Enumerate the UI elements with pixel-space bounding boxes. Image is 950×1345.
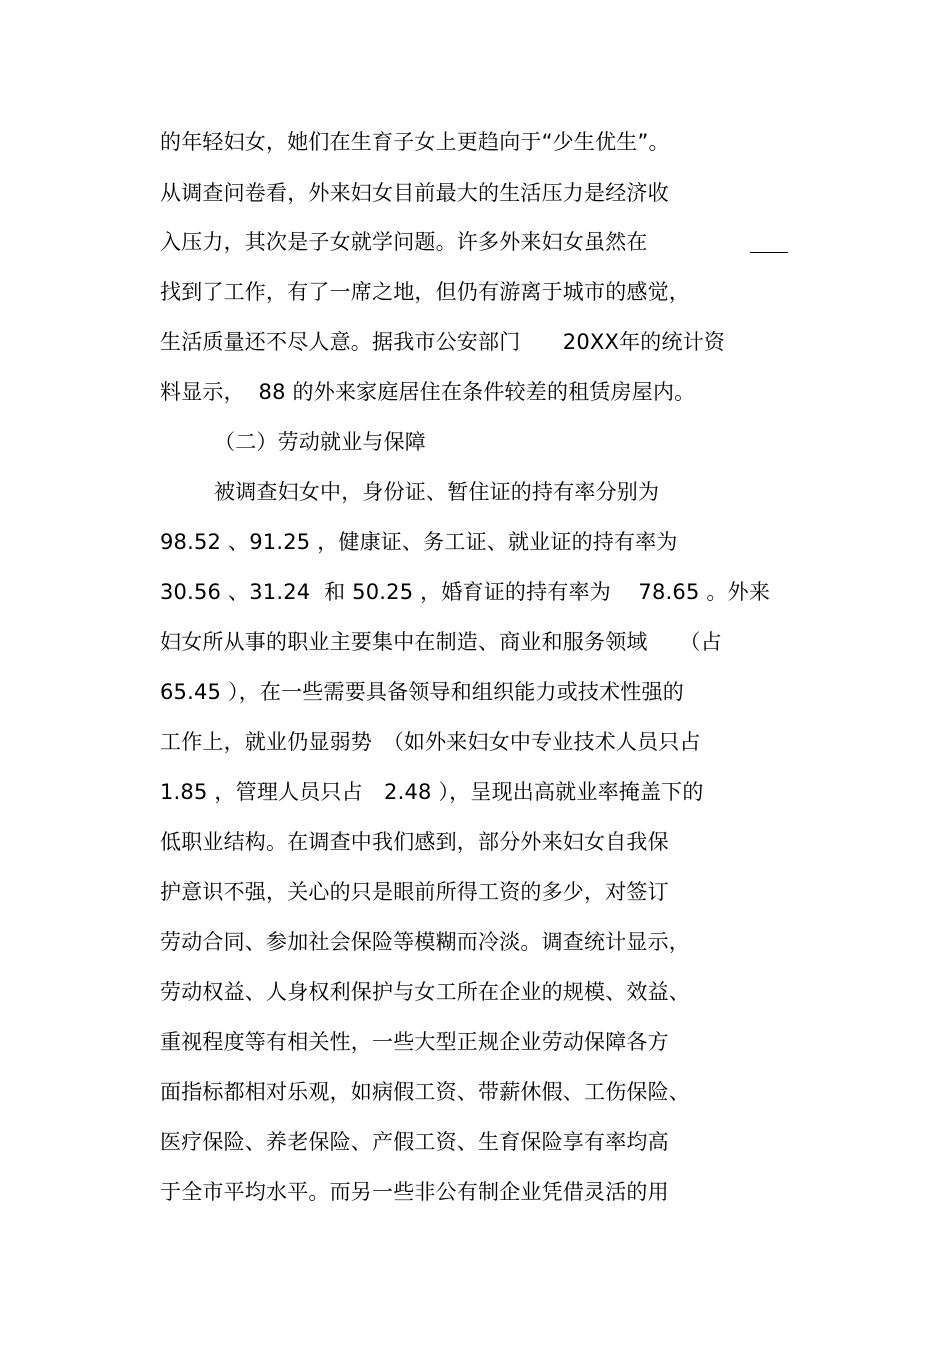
text-line: 低职业结构。在调查中我们感到，部分外来妇女自我保 <box>160 830 669 854</box>
text-line: 入压力，其次是子女就学问题。许多外来妇女虽然在 <box>160 230 648 254</box>
blank-underline <box>750 252 788 253</box>
text-line: 从调查问卷看，外来妇女目前最大的生活压力是经济收 <box>160 181 669 205</box>
text-line: 生活质量还不尽人意。据我市公安部门 20XX年的统计资 <box>160 330 726 354</box>
text-line: 于全市平均水平。而另一些非公有制企业凭借灵活的用 <box>160 1180 669 1204</box>
text-line: 劳动权益、人身权利保护与女工所在企业的规模、效益、 <box>160 980 690 1004</box>
text-line: 护意识不强，关心的只是眼前所得工资的多少，对签订 <box>160 880 669 904</box>
text-line: 工作上，就业仍显弱势 （如外来妇女中专业技术人员只占 <box>160 730 701 754</box>
text-line: 劳动合同、参加社会保险等模糊而冷淡。调查统计显示， <box>160 930 690 954</box>
text-line: 妇女所从事的职业主要集中在制造、商业和服务领域 （占 <box>160 630 722 654</box>
text-line: 面指标都相对乐观，如病假工资、带薪休假、工伤保险、 <box>160 1080 690 1104</box>
text-line: 65.45 ），在一些需要具备领导和组织能力或技术性强的 <box>160 680 684 704</box>
text-line: 重视程度等有相关性，一些大型正规企业劳动保障各方 <box>160 1030 669 1054</box>
text-line: 料显示， 88 的外来家庭居住在条件较差的租赁房屋内。 <box>160 380 696 404</box>
text-line: 1.85 ，管理人员只占 2.48 ），呈现出高就业率掩盖下的 <box>160 780 704 804</box>
text-line: 被调查妇女中，身份证、暂住证的持有率分别为 <box>214 480 660 504</box>
text-line: 30.56 、31.24 和 50.25 ，婚育证的持有率为 78.65 。外来 <box>160 580 771 604</box>
text-line: 找到了工作，有了一席之地，但仍有游离于城市的感觉， <box>160 280 690 304</box>
section-heading: （二）劳动就业与保障 <box>214 430 426 454</box>
text-line: 医疗保险、养老保险、产假工资、生育保险享有率均高 <box>160 1130 669 1154</box>
text-line: 98.52 、91.25 ，健康证、务工证、就业证的持有率为 <box>160 530 678 554</box>
text-line: 的年轻妇女，她们在生育子女上更趋向于“少生优生”。 <box>160 130 670 154</box>
